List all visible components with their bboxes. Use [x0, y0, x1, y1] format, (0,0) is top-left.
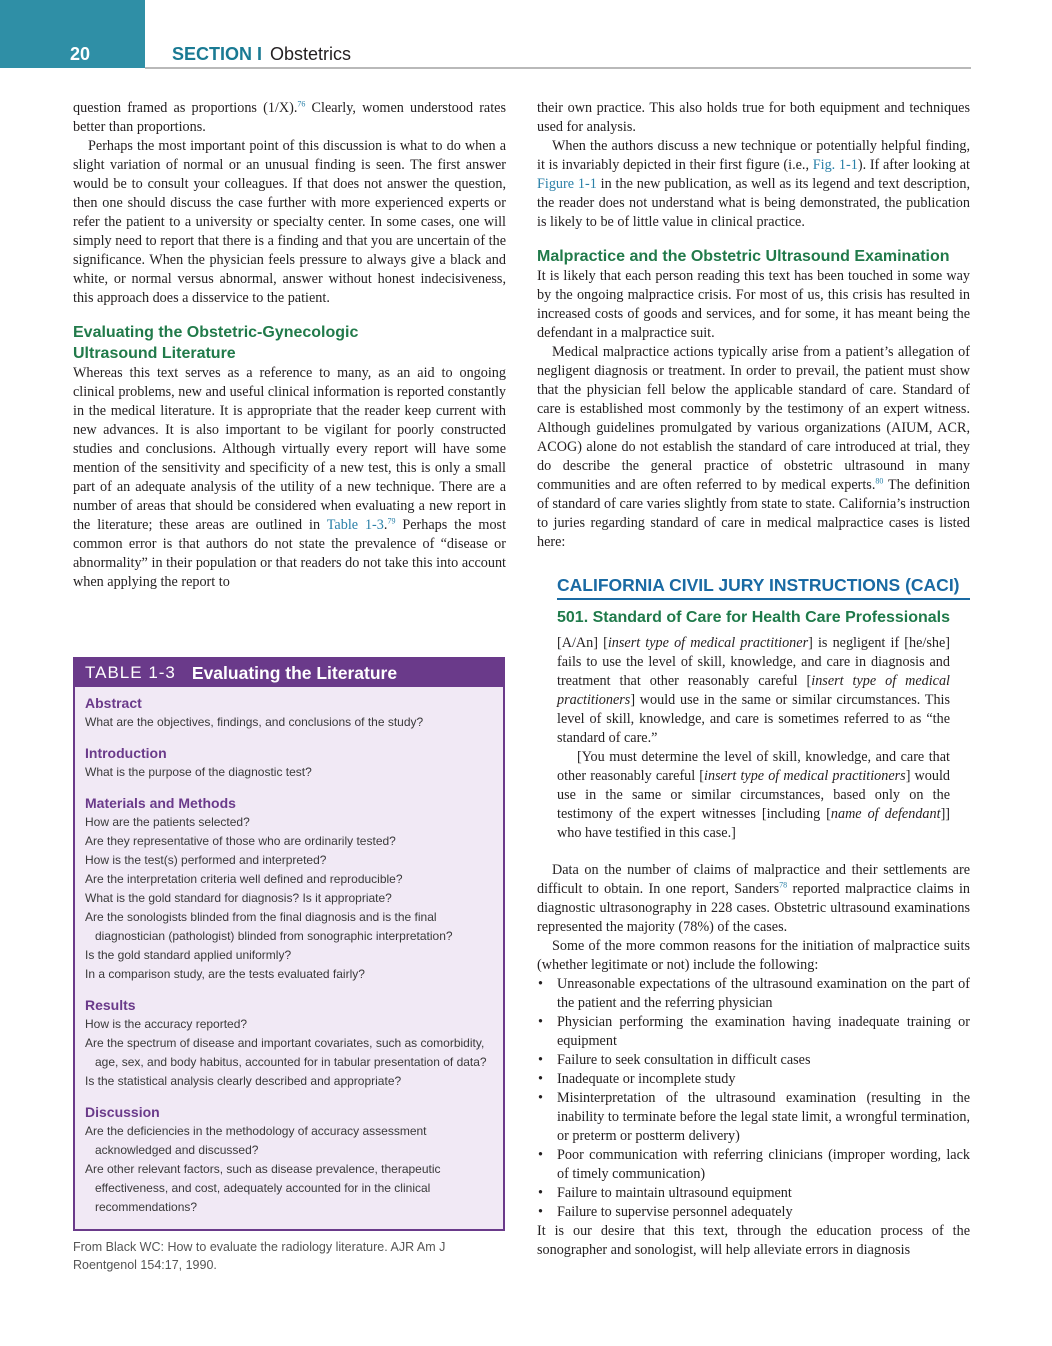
- table-content: [75, 687, 503, 1217]
- paragraph: It is likely that each person reading this text has been touched in some way by the ongoing malpractice crisis. For most of us, this crisis has resulted in increased costs of goods and services, and for some, it has meant being the defendant in a malpractice suit.: [537, 268, 970, 341]
- table-question: Are they representative of those who are ordinarily tested?: [85, 834, 396, 848]
- section-heading: [73, 322, 506, 364]
- paragraph: [557, 748, 950, 843]
- table-question: What is the purpose of the diagnostic test?: [85, 765, 312, 779]
- section-label: SECTION I: [172, 44, 263, 64]
- header-rule: [145, 67, 971, 69]
- table-section-heading: Introduction: [85, 745, 167, 761]
- citation-ref[interactable]: 80: [875, 476, 884, 486]
- text: .: [383, 517, 388, 533]
- paragraph: [537, 137, 970, 232]
- text: Whereas this text serves as a reference to many, as an aid to ongoing clinical problems, new and useful clinical information is reported constantly in the medical literature. It is appropriate that the reader keep current with new advances. It is also important to be vigilant for poorly constructed studies and conclusions. Although virtually every report will have some mention of the sensitivity and specificity of a new test, this is only a small part of an adequate analysis of the utility of a new technique. There are a number of areas that should be considered when evaluating a new report in the literature; these areas are outlined in: [73, 365, 506, 533]
- paragraph: [557, 634, 950, 748]
- table-question: What are the objectives, findings, and conclusions of the study?: [85, 715, 424, 729]
- list-item: • Physician performing the examination having inadequate training or equipment: [537, 1013, 970, 1051]
- spacer: [537, 843, 970, 861]
- citation-ref[interactable]: 79: [387, 516, 396, 526]
- table-section: [85, 996, 493, 1091]
- paragraph: their own practice. This also holds true for both equipment and techniques used for analysis.: [537, 100, 970, 135]
- caci-instruction: [557, 634, 950, 843]
- paragraph: Perhaps the most important point of this discussion is what to do when a slight variation of normal or an unusual finding is seen. The first answer would be to consult your colleagues. If that does not answer the question, then one should discuss the case further with more experienced experts or refer the patient to a university or specialty center. In some cases, one will simply need to report that there is a finding and that you are uncertain of the significance. When the physician feels pressure to always give a black and white, or normal versus abnormal, answer without honest indecisiveness, this approach does a disservice to the patient.: [73, 138, 506, 306]
- table-question: Is the statistical analysis clearly described and appropriate?: [85, 1074, 402, 1088]
- text: ] would use in the same or similar circumstances, based only on the testimony of the expert witnesses [including [: [557, 768, 950, 822]
- figure-link[interactable]: Fig. 1-1: [812, 157, 858, 173]
- italic-text: insert type of medical practitioners: [557, 673, 950, 708]
- text: When the authors discuss a new technique or potentially helpful finding, it is invariably depicted in their first figure (i.e.,: [537, 138, 970, 173]
- paragraph: Some of the more common reasons for the initiation of malpractice suits (whether legitimate or not) include the following:: [537, 938, 970, 973]
- table-evaluating-literature: [73, 657, 505, 1231]
- table-question: How are the patients selected?: [85, 815, 250, 829]
- list-item: • Failure to seek consultation in difficult cases: [537, 1051, 970, 1070]
- table-section-heading: Results: [85, 997, 136, 1013]
- text: question framed as proportions (1/X).: [73, 100, 298, 116]
- text: ] is negligent if [he/she] fails to use the level of skill, knowledge, and care in diagnosis and treatment that other reasonably careful [: [557, 635, 951, 689]
- caci-subtitle: 501. Standard of Care for Health Care Professionals: [557, 609, 951, 626]
- text: [A/An] [: [557, 635, 608, 651]
- text: The definition of standard of care varies slightly from state to state. California’s instruction to juries regarding standard of care in medical malpractice cases is listed here:: [537, 477, 970, 550]
- table-question: How is the test(s) performed and interpreted?: [85, 853, 327, 867]
- right-column: [537, 99, 970, 1260]
- table-question: Are the deficiencies in the methodology of accuracy assessment acknowledged and discussed?: [85, 1124, 427, 1157]
- italic-text: insert type of medical practitioners: [704, 768, 906, 784]
- list-item: • Poor communication with referring clinicians (improper wording, lack of timely communication): [537, 1146, 970, 1184]
- text: reported malpractice claims in diagnostic ultrasonography in 228 cases. Obstetric ultrasound examinations represented the majority (78%) of the cases.: [537, 881, 970, 935]
- list-item: • Unreasonable expectations of the ultrasound examination on the part of the patient and the referring physician: [537, 975, 970, 1013]
- text: [You must determine the level of skill, knowledge, and care that other reasonably careful [: [557, 749, 950, 784]
- caci-title: CALIFORNIA CIVIL JURY INSTRUCTIONS (CACI): [557, 574, 970, 600]
- paragraph: [537, 861, 970, 937]
- list-item: • Failure to supervise personnel adequately: [537, 1203, 970, 1222]
- citation-ref[interactable]: 76: [297, 99, 306, 109]
- left-column: [73, 99, 506, 592]
- table-section: [85, 694, 493, 732]
- table-question: Are the spectrum of disease and important covariates, such as comorbidity, age, sex, and body habitus, accounted for in tabular presentation of data?: [85, 1036, 487, 1069]
- list-item: • Failure to maintain ultrasound equipment: [537, 1184, 970, 1203]
- paragraph: It is our desire that this text, through the education process of the sonographer and sonologist, will help alleviate errors in diagnosis: [537, 1223, 970, 1258]
- citation-ref[interactable]: 78: [779, 880, 788, 890]
- table-section: [85, 1103, 493, 1217]
- text: Clearly, women understood rates better than proportions.: [73, 100, 506, 135]
- table-question: In a comparison study, are the tests evaluated fairly?: [85, 967, 365, 981]
- text: Medical malpractice actions typically arise from a patient’s allegation of negligent diagnosis or treatment. In order to prevail, the patient must show that the physician fell below the applicable standard of care. Standard of care is established most commonly by the testimony of an expert witness. Although guidelines promulgated by various organizations (AIUM, ACR, ACOG) alone do not establish the standard of care introduced at trial, they do describe the general practice of obstetric ultrasound in many communities and are often referred to by medical experts.: [537, 344, 970, 493]
- section-title: Obstetrics: [270, 44, 352, 64]
- paragraph: [537, 343, 970, 552]
- running-header: [172, 44, 351, 65]
- text: Data on the number of claims of malpractice and their settlements are difficult to obtain. In one report, Sanders: [537, 862, 970, 897]
- text: in the new publication, as well as its legend and text description, the reader does not understand what is being demonstrated, the publication is likely to be of little value in clinical practice.: [537, 176, 970, 230]
- table-section-heading: Discussion: [85, 1104, 160, 1120]
- table-question: What is the gold standard for diagnosis? Is it appropriate?: [85, 891, 392, 905]
- table-question: Is the gold standard applied uniformly?: [85, 948, 292, 962]
- list-item: • Inadequate or incomplete study: [537, 1070, 970, 1089]
- text: Perhaps the most common error is that authors do not state the prevalence of “disease or abnormality” in their population or that readers do not take this into account when applying the report to: [73, 517, 507, 590]
- heading-line: Ultrasound Literature: [73, 345, 236, 362]
- table-question: Are the sonologists blinded from the final diagnosis and is the final diagnostician (pathologist) blinded from sonographic interpretation?: [85, 910, 453, 943]
- table-section-heading: Abstract: [85, 695, 142, 711]
- paragraph: [73, 99, 506, 137]
- heading-line: Evaluating the Obstetric-Gynecologic: [73, 324, 359, 341]
- table-link[interactable]: Table 1-3: [326, 517, 384, 533]
- table-question: How is the accuracy reported?: [85, 1017, 248, 1031]
- table-section-heading: Materials and Methods: [85, 795, 236, 811]
- table-title: Evaluating the Literature: [191, 662, 398, 683]
- table-number: TABLE 1-3: [85, 663, 176, 682]
- text: ). If after looking at: [857, 157, 971, 173]
- table-question: Are the interpretation criteria well defined and reproducible?: [85, 872, 403, 886]
- text: ] would use in the same or similar circumstances. This level of skill, knowledge, and care is sometimes referred to as “the standard of care.”: [557, 692, 950, 746]
- table-question: Are other relevant factors, such as disease prevalence, therapeutic effectiveness, and cost, adequately accounted for in the clinical recommendations?: [85, 1162, 441, 1214]
- figure-link[interactable]: Figure 1-1: [537, 176, 597, 192]
- page-number: 20: [70, 44, 91, 64]
- paragraph: [73, 364, 506, 592]
- table-section: [85, 794, 493, 984]
- text: ]] who have testified in this case.]: [557, 806, 951, 841]
- section-heading: Malpractice and the Obstetric Ultrasound Examination: [537, 248, 950, 265]
- italic-text: insert type of medical practitioner: [607, 635, 809, 651]
- table-section: [85, 744, 493, 782]
- list-item: • Misinterpretation of the ultrasound examination (resulting in the inability to terminate before the legal state limit, a wrongful termination, or preterm or postterm delivery): [537, 1089, 970, 1146]
- italic-text: name of defendant: [830, 806, 941, 822]
- table-source: From Black WC: How to evaluate the radiology literature. AJR Am J Roentgenol 154:17, 1990.: [73, 1240, 446, 1272]
- table-header: [75, 659, 503, 687]
- reasons-list: [537, 975, 970, 1222]
